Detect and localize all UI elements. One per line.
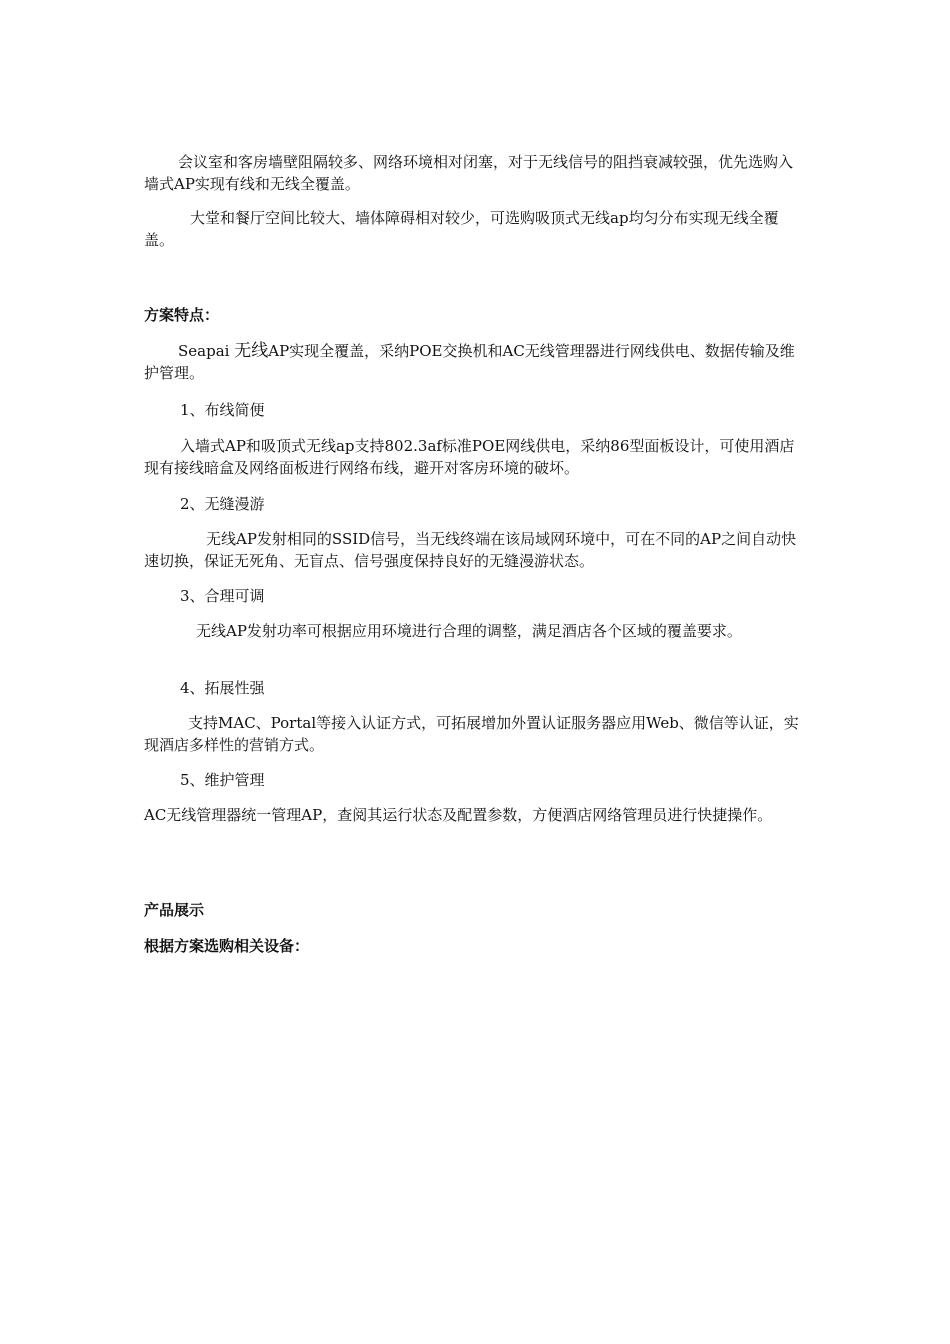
feature-heading-3: 3、合理可调 bbox=[180, 587, 265, 605]
feature-heading-4: 4、拓展性强 bbox=[180, 679, 265, 697]
paragraph-text: 无线AP发射相同的SSID信号，当无线终端在该局域网环境中，可在不同的AP之间自动快速切换，保证无死角、无盲点、信号强度保持良好的无缝漫游状态。 bbox=[144, 530, 797, 570]
section-title-features: 方案特点： bbox=[144, 306, 220, 324]
paragraph-features-intro bbox=[144, 340, 806, 384]
feature-heading-1: 1、布线简便 bbox=[180, 401, 265, 419]
text-run-highlight: 吸顶式无线 bbox=[260, 437, 336, 455]
feature-body-5 bbox=[144, 804, 806, 826]
paragraph-lobby bbox=[144, 207, 806, 251]
paragraph-text: 会议室和客房墙壁阻隔较多、网络环境相对闭塞，对于无线信号的阻挡衰减较强，优先选购入墙式AP实现有线和无线全覆盖。 bbox=[144, 153, 794, 193]
feature-body-1 bbox=[144, 435, 806, 479]
paragraph-rooms bbox=[144, 151, 806, 195]
text-run: ap支持802.3af标准POE网线供电，采纳86型面板设计，可使用酒店现有接线暗盒及网络面板进行网络布线，避开对客房环境的破坏。 bbox=[144, 437, 795, 477]
paragraph-text: 无线AP发射功率可根据应用环境进行合理的调整，满足酒店各个区域的覆盖要求。 bbox=[196, 622, 742, 640]
feature-heading-5: 5、维护管理 bbox=[180, 771, 265, 789]
section-subtitle-products: 根据方案选购相关设备： bbox=[144, 937, 310, 955]
feature-body-2 bbox=[144, 528, 806, 572]
text-run-highlight: 无线 bbox=[234, 341, 269, 361]
paragraph-text: 支持MAC、Portal等接入认证方式，可拓展增加外置认证服务器应用Web、微信等认证，实现酒店多样性的营销方式。 bbox=[144, 714, 799, 754]
text-run: AP实现全覆盖，采纳POE交换机和AC无线管理器进行网线供电、数据传输及维护管理。 bbox=[144, 342, 795, 382]
text-run: 大堂和餐厅空间比较大、墙体障碍相对较少，可选购 bbox=[190, 209, 536, 227]
text-run: ap均匀分布实现无线全覆盖。 bbox=[144, 209, 779, 249]
feature-heading-2: 2、无缝漫游 bbox=[180, 495, 265, 513]
text-run-highlight: 吸顶式无线 bbox=[535, 209, 611, 227]
feature-body-3 bbox=[144, 620, 806, 642]
paragraph-text: AC无线管理器统一管理AP，查阅其运行状态及配置参数，方便酒店网络管理员进行快捷操作。 bbox=[144, 806, 773, 824]
feature-body-4 bbox=[144, 712, 806, 756]
text-run: Seapai bbox=[178, 342, 230, 360]
text-run: 入墙式AP和 bbox=[180, 437, 261, 455]
section-title-products: 产品展示 bbox=[144, 901, 205, 919]
